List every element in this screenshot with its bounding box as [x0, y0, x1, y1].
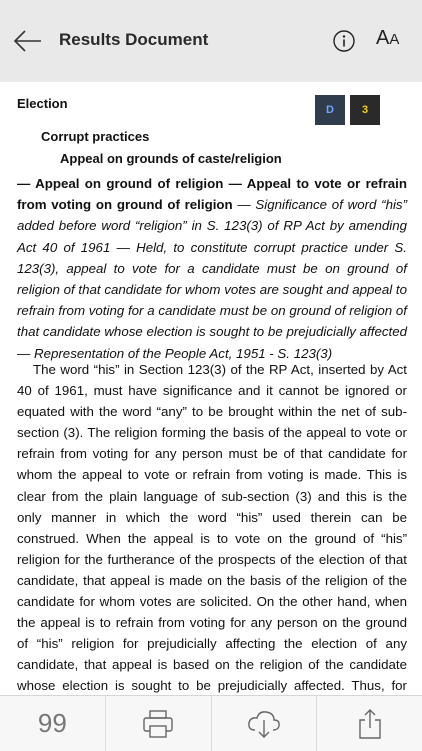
font-size-big-label: A	[376, 27, 390, 49]
back-button[interactable]	[12, 26, 44, 56]
subtopic-heading: Appeal on grounds of caste/religion	[60, 151, 282, 166]
info-icon	[333, 30, 355, 52]
level-badge[interactable]: 3	[350, 95, 380, 125]
font-size-button[interactable]	[376, 27, 399, 50]
print-button[interactable]	[106, 696, 212, 751]
back-arrow-icon	[12, 26, 44, 56]
document-content[interactable]	[0, 82, 422, 695]
share-button[interactable]	[317, 696, 422, 751]
download-button[interactable]	[212, 696, 318, 751]
bottom-toolbar	[0, 695, 422, 751]
font-size-small-label: A	[389, 31, 400, 48]
body-paragraph: The word “his” in Section 123(3) of the RP Act, inserted by Act 40 of 1961, must have significance and it cannot be ignored or equated with the word “any” to be brought within the net of sub-section (3). The religion forming the basis of the appeal to vote or refrain from voting for any person must be of that candidate for whom the appeal to vote or refrain from voting is made. This is clear from the plain language of sub-section (3) and this is the only manner in which the word “his” used therein can be construed. When the appeal is to vote on the ground of “his” religion for the furtherance of the prospects of the election of that candidate, that appeal is made on the basis of the religion of the candidate for whom votes are solicited. On the other hand, when the appeal is to refrain from voting for any person on the ground of “his” religion for prejudicially affecting the election of any candidate, that appeal is based on the religion of the candidate whose election is sought to be prejudicially affected. Thus, for	[17, 362, 407, 694]
share-icon	[355, 708, 385, 740]
d-badge[interactable]: D	[315, 95, 345, 125]
app-header	[0, 0, 422, 82]
cite-button[interactable]	[0, 696, 106, 751]
headnote-italic: — Significance of word “his” added before word “religion” in S. 123(3) of RP Act by amending Act 40 of 1961 — Held, to constitute corrupt practice under S. 123(3), appeal to vote for a candidate must be on ground of religion of that candidate for whom votes are sought and appeal to refrain from voting for a candidate must be on ground of religion of that candidate whose election is sought to be prejudicially affected — Representation of the People Act, 1951 - S. 123(3)	[17, 197, 407, 361]
page-title: Results Document	[59, 30, 209, 49]
section-heading: Election	[17, 96, 68, 111]
print-icon	[141, 709, 175, 739]
cloud-download-icon	[246, 708, 282, 740]
headnote	[17, 173, 407, 364]
quote-icon: 99	[37, 708, 67, 738]
headnote-bold: — Appeal on ground of religion — Appeal to vote or refrain from voting on ground of religion	[17, 176, 407, 213]
info-button[interactable]	[333, 30, 355, 52]
topic-heading: Corrupt practices	[41, 129, 150, 144]
